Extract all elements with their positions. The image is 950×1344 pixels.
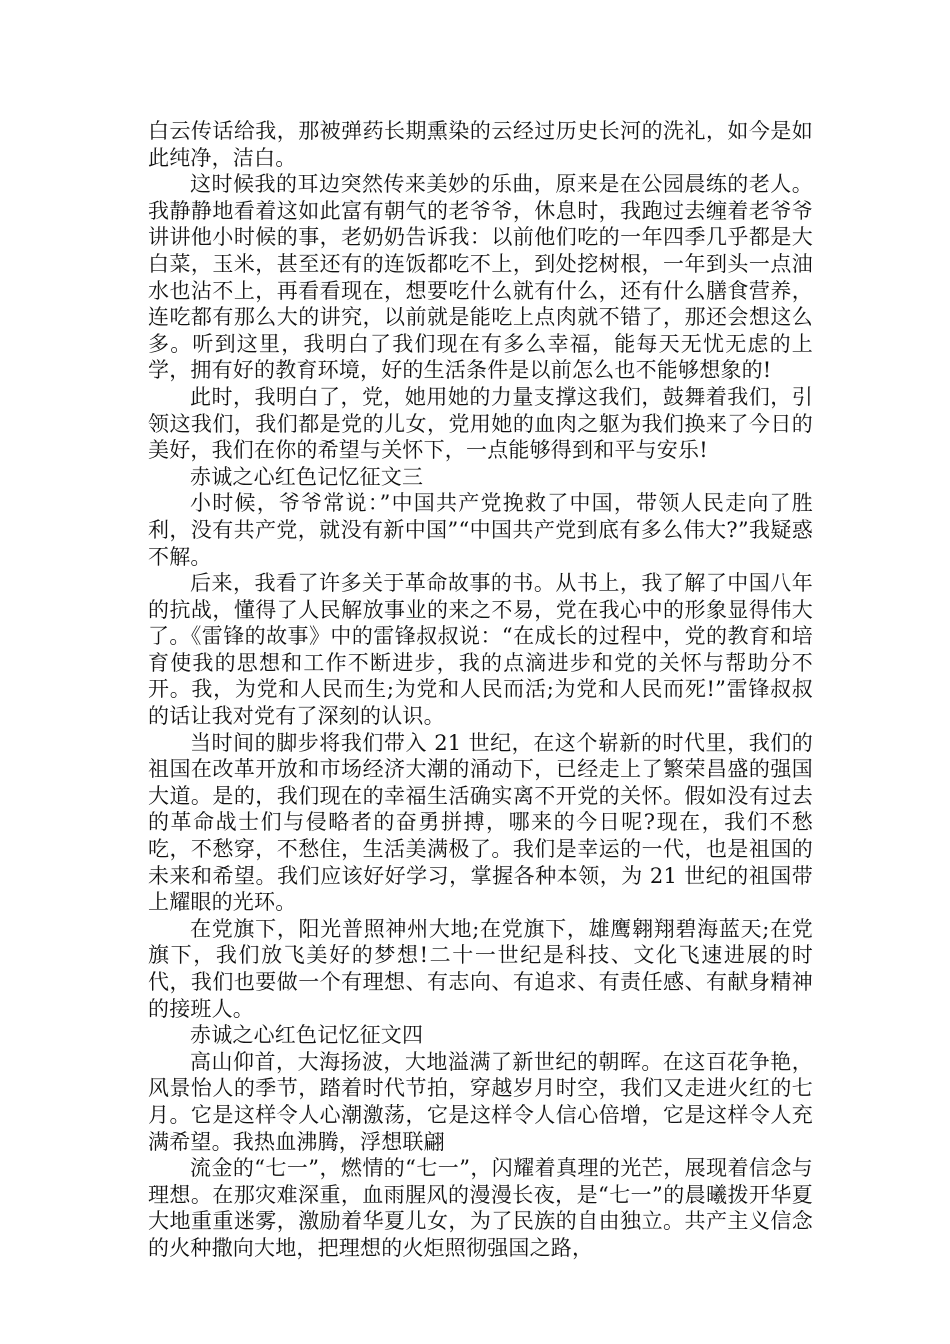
paragraph-6: 当时间的脚步将我们带入 21 世纪，在这个崭新的时代里，我们的祖国在改革开放和市场经济大潮的涌动下，已经走上了繁荣昌盛的强国大道。是的，我们现在的幸福生活确实离不开党的关怀。假如没有过去的革命战士们与侵略者的奋勇拼搏，哪来的今日呢?现在，我们不愁吃，不愁穿，不愁住，生活美满极了。我们是幸运的一代，也是祖国的未来和希望。我们应该好好学习，掌握各种本领，为 21 世纪的祖国带上耀眼的光环。 <box>148 730 813 915</box>
paragraph-1: 白云传话给我，那被弹药长期熏染的云经过历史长河的洗礼，如今是如此纯净，洁白。 <box>148 119 813 170</box>
paragraph-8: 高山仰首，大海扬波，大地溢满了新世纪的朝晖。在这百花争艳，风景怡人的季节，踏着时代节拍，穿越岁月时空，我们又走进火红的七月。它是这样令人心潮激荡，它是这样令人信心倍增，它是这样令人充满希望。我热血沸腾，浮想联翩 <box>148 1049 813 1154</box>
paragraph-7: 在党旗下，阳光普照神州大地;在党旗下，雄鹰翱翔碧海蓝天;在党旗下，我们放飞美好的梦想!二十一世纪是科技、文化飞速进展的时代，我们也要做一个有理想、有志向、有追求、有责任感、有献身精神的接班人。 <box>148 916 813 1021</box>
paragraph-4: 小时候，爷爷常说：”中国共产党挽救了中国，带领人民走向了胜利，没有共产党，就没有新中国”“中国共产党到底有多么伟大?”我疑惑不解。 <box>148 491 813 569</box>
section-heading-3: 赤诚之心红色记忆征文三 <box>190 464 424 489</box>
paragraph-5: 后来，我看了许多关于革命故事的书。从书上，我了解了中国八年的抗战，懂得了人民解放事业的来之不易，党在我心中的形象显得伟大了。《雷锋的故事》中的雷锋叔叔说：“在成长的过程中，党的教育和培育使我的思想和工作不断进步，我的点滴进步和党的关怀与帮助分不开。我，为党和人民而生;为党和人民而活;为党和人民而死!”雷锋叔叔的话让我对党有了深刻的认识。 <box>148 571 813 729</box>
paragraph-3: 此时，我明白了，党，她用她的力量支撑这我们，鼓舞着我们，引领这我们，我们都是党的儿女，党用她的血肉之躯为我们换来了今日的美好，我们在你的希望与关怀下，一点能够得到和平与安乐! <box>148 384 813 463</box>
paragraph-9: 流金的“七一”，燃情的“七一”，闪耀着真理的光芒，展现着信念与理想。在那灾难深重，血雨腥风的漫漫长夜，是“七一”的晨曦拨开华夏大地重重迷雾，激励着华夏儿女，为了民族的自由独立。共产主义信念的火种撒向大地，把理想的火炬照彻强国之路， <box>148 1156 813 1260</box>
document-body <box>148 118 813 1262</box>
paragraph-2: 这时候我的耳边突然传来美妙的乐曲，原来是在公园晨练的老人。我静静地看着这如此富有朝气的老爷爷，休息时，我跑过去缠着老爷爷讲讲他小时候的事，老奶奶告诉我：以前他们吃的一年四季几乎都是大白菜，玉米，甚至还有的连饭都吃不上，到处挖树根，一年到头一点油水也沾不上，再看看现在，想要吃什么就有什么，还有什么膳食营养，连吃都有那么大的讲究，以前就是能吃上点肉就不错了，那还会想这么多。听到这里，我明白了我们现在有多么幸福，能每天无忧无虑的上学，拥有好的教育环境，好的生活条件是以前怎么也不能够想象的! <box>148 172 813 383</box>
section-heading-4: 赤诚之心红色记忆征文四 <box>190 1023 424 1048</box>
